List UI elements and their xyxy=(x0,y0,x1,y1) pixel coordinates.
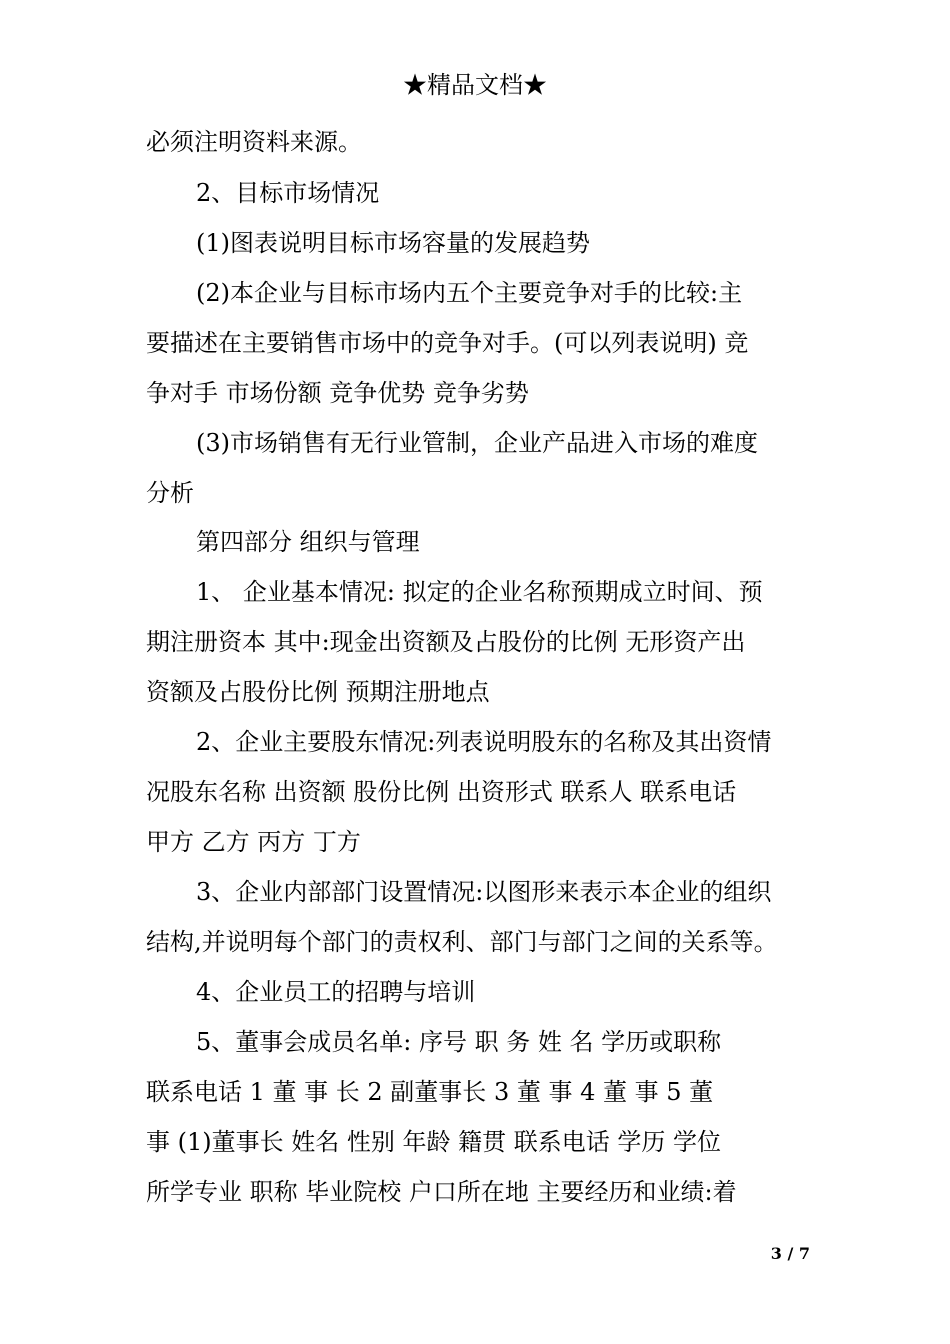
paragraph-line: 5、董事会成员名单: 序号 职 务 姓 名 学历或职称 xyxy=(196,1028,722,1056)
paragraph-line: 况股东名称 出资额 股份比例 出资形式 联系人 联系电话 xyxy=(146,778,737,806)
paragraph-line: 分析 xyxy=(146,479,194,507)
section-heading: 2、目标市场情况 xyxy=(196,179,380,207)
paragraph-line: 1、 企业基本情况: 拟定的企业名称预期成立时间、预 xyxy=(196,578,763,606)
paragraph-line: 期注册资本 其中:现金出资额及占股份的比例 无形资产出 xyxy=(146,628,746,656)
paragraph-line: 联系电话 1 董 事 长 2 副董事长 3 董 事 4 董 事 5 董 xyxy=(146,1078,714,1106)
paragraph-line: 4、企业员工的招聘与培训 xyxy=(196,978,476,1006)
paragraph-line: 结构,并说明每个部门的责权利、部门与部门之间的关系等。 xyxy=(146,928,778,956)
paragraph-line: 甲方 乙方 丙方 丁方 xyxy=(146,828,361,856)
paragraph-line: 必须注明资料来源。 xyxy=(146,128,362,156)
paragraph-line: (3)市场销售有无行业管制，企业产品进入市场的难度 xyxy=(196,429,758,457)
section-heading: 第四部分 组织与管理 xyxy=(196,528,420,556)
page-header-title: ★精品文档★ xyxy=(403,71,547,99)
paragraph-line: 3、企业内部部门设置情况:以图形来表示本企业的组织 xyxy=(196,878,772,906)
paragraph-line: 2、企业主要股东情况:列表说明股东的名称及其出资情 xyxy=(196,728,772,756)
paragraph-line: 争对手 市场份额 竞争优势 竞争劣势 xyxy=(146,379,529,407)
page-number: 3 / 7 xyxy=(770,1244,810,1263)
paragraph-line: (1)图表说明目标市场容量的发展趋势 xyxy=(196,229,590,257)
paragraph-line: 事 (1)董事长 姓名 性别 年龄 籍贯 联系电话 学历 学位 xyxy=(146,1128,722,1156)
paragraph-line: 要描述在主要销售市场中的竞争对手。(可以列表说明) 竞 xyxy=(146,329,749,357)
paragraph-line: 所学专业 职称 毕业院校 户口所在地 主要经历和业绩:着 xyxy=(146,1178,737,1206)
paragraph-line: (2)本企业与目标市场内五个主要竞争对手的比较:主 xyxy=(196,279,743,307)
paragraph-line: 资额及占股份比例 预期注册地点 xyxy=(146,678,490,706)
